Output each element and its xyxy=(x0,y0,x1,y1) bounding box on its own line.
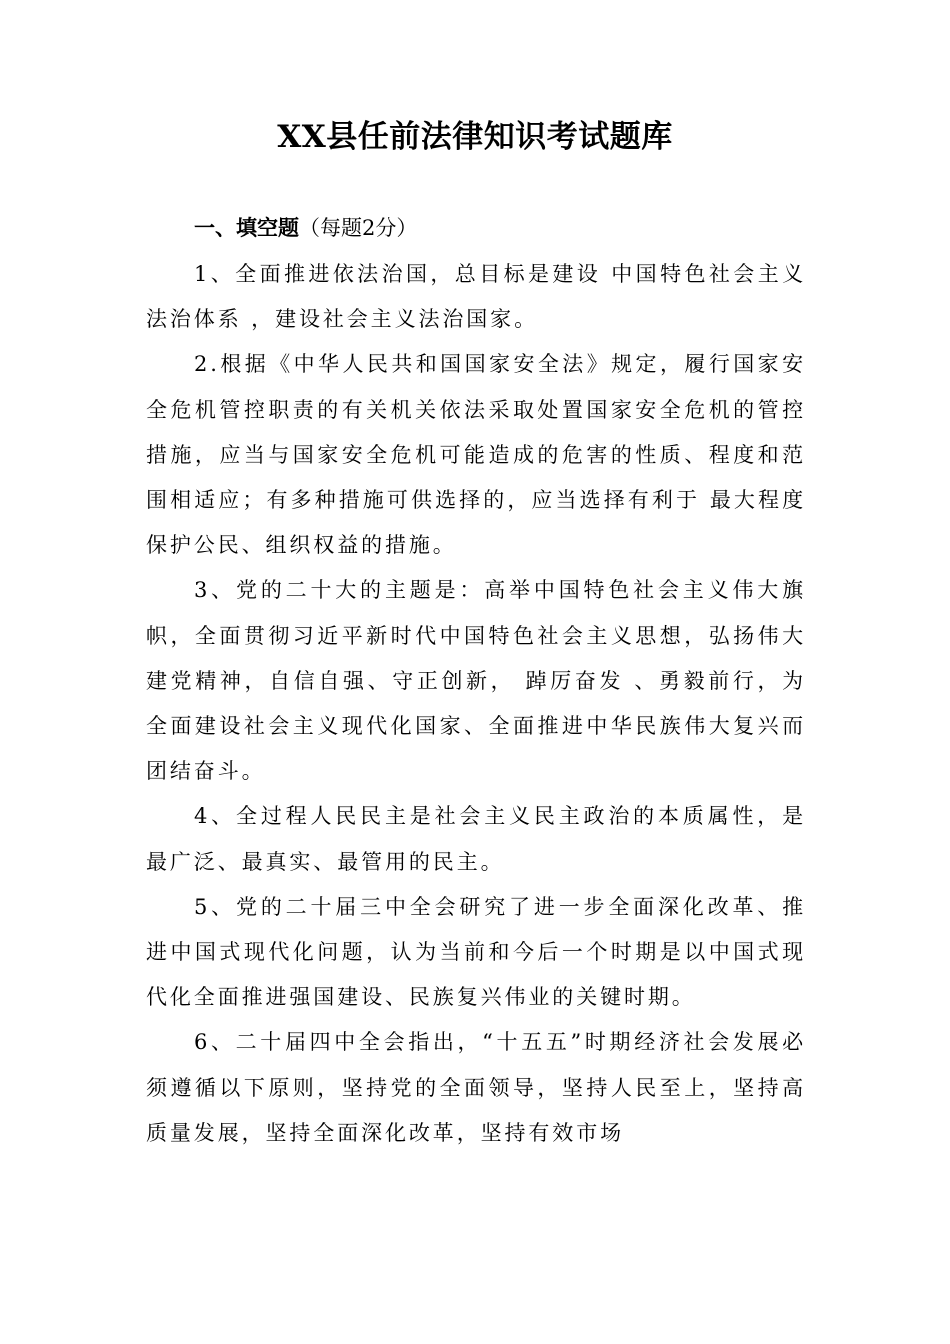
question-paragraph-3: 3、党的二十大的主题是：高举中国特色社会主义伟大旗帜，全面贯彻习近平新时代中国特色社会主义思想，弘扬伟大建党精神，自信自强、守正创新， 踔厉奋发 、勇毅前行，为全面建设社会主义现代化国家、全面推进中华民族伟大复兴而团结奋斗。 xyxy=(146,578,806,784)
section-heading xyxy=(194,208,417,248)
question-paragraph-1: 1、全面推进依法治国，总目标是建设 中国特色社会主义法治体系 ，建设社会主义法治国家。 xyxy=(146,262,806,332)
section-heading-label: 一、填空题 xyxy=(194,216,299,240)
question-paragraph-2: 2.根据《中华人民共和国国家安全法》规定，履行国家安全危机管控职责的有关机关依法采取处置国家安全危机的管控措施，应当与国家安全危机可能造成的危害的性质、程度和范围相适应；有多种措施可供选择的，应当选择有利于 最大程度保护公民、组织权益的措施。 xyxy=(146,352,806,558)
question-paragraph-5: 5、党的二十届三中全会研究了进一步全面深化改革、推进中国式现代化问题，认为当前和今后一个时期是以中国式现代化全面推进强国建设、民族复兴伟业的关键时期。 xyxy=(146,894,806,1010)
question-paragraph-6: 6、二十届四中全会指出，“十五五”时期经济社会发展必须遵循以下原则，坚持党的全面领导，坚持人民至上，坚持高质量发展，坚持全面深化改革，坚持有效市场 xyxy=(146,1030,806,1145)
document-title: XX县任前法律知识考试题库 xyxy=(277,119,673,155)
question-paragraph-4: 4、全过程人民民主是社会主义民主政治的本质属性，是最广泛、最真实、最管用的民主。 xyxy=(146,804,806,874)
section-heading-note: （每题2分） xyxy=(299,216,418,240)
document-body xyxy=(146,252,806,1156)
